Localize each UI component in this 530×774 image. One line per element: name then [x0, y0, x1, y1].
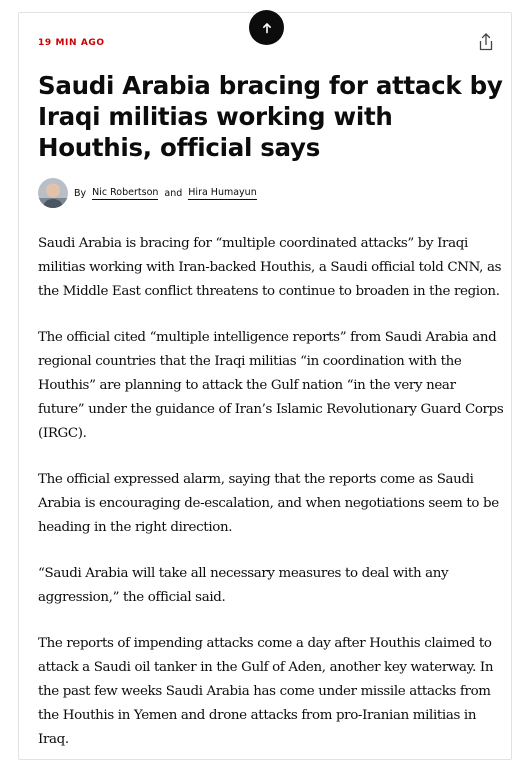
byline-prefix: By	[74, 187, 87, 199]
timestamp: 19 MIN AGO	[38, 38, 105, 48]
arrow-up-icon	[261, 22, 273, 34]
author-link-nic-robertson[interactable]: Nic Robertson	[92, 186, 159, 198]
paragraph: The official cited “multiple intelligence reports” from Saudi Arabia and regional countries that the Iraqi militias “in coordination with the Houthis” are planning to attack the Gulf nation “in the very near future” under the guidance of Iran’s Islamic Revolutionary Guard Corps (IRGC).	[38, 330, 504, 441]
paragraph: Saudi Arabia is bracing for “multiple coordinated attacks” by Iraqi militias working with Iran-backed Houthis, a Saudi official told CNN, as the Middle East conflict threatens to continue to broaden in the region.	[38, 236, 502, 299]
paragraph: “Saudi Arabia will take all necessary measures to deal with any aggression,” the official said.	[38, 566, 449, 605]
headline: Saudi Arabia bracing for attack by Iraqi militias working with Houthis, official says	[38, 71, 503, 162]
share-icon	[477, 32, 495, 52]
byline-conjunction: and	[164, 187, 183, 199]
paragraph: The official expressed alarm, saying that the reports come as Saudi Arabia is encouraging de-escalation, and when negotiations seem to be heading in the right direction.	[38, 472, 499, 535]
author-avatar[interactable]	[38, 178, 68, 208]
scroll-to-top-button[interactable]	[249, 10, 284, 45]
byline	[38, 177, 257, 209]
author-link-hira-humayun[interactable]: Hira Humayun	[188, 186, 257, 198]
article-body	[38, 232, 504, 774]
paragraph: The reports of impending attacks come a day after Houthis claimed to attack a Saudi oil tanker in the Gulf of Aden, another key waterway. In the past few weeks Saudi Arabia has come under missile attacks from the Houthis in Yemen and drone attacks from pro-Iranian militias in Iraq.	[38, 636, 494, 747]
share-button[interactable]	[477, 32, 495, 52]
